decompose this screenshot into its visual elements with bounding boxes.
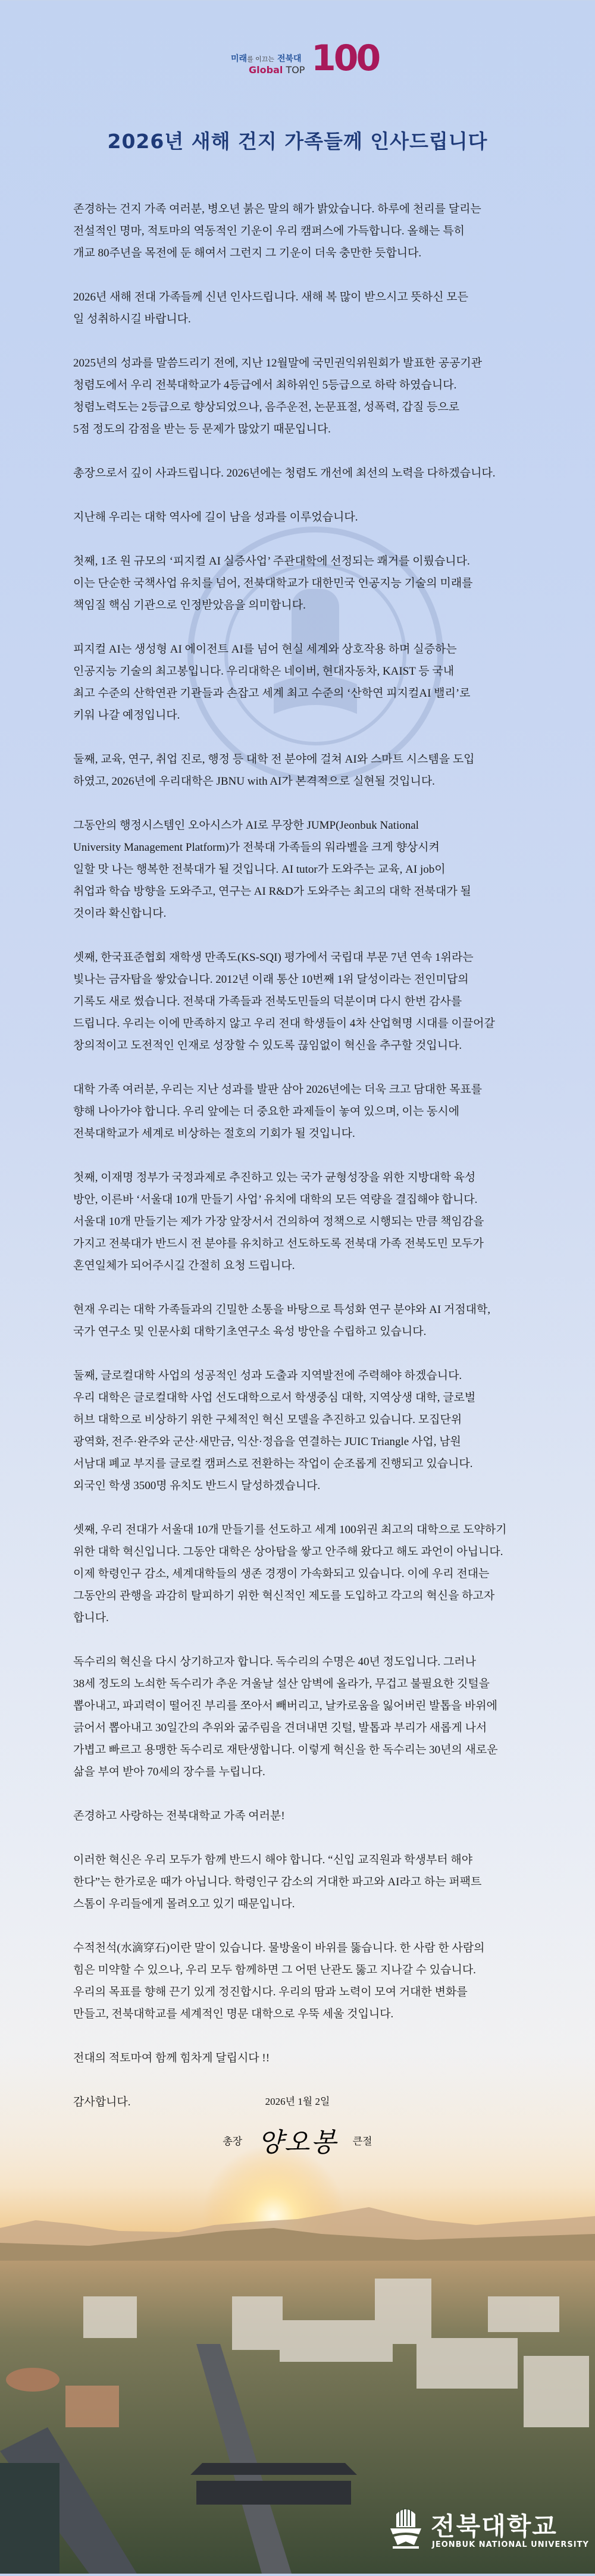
paragraph-line: 첫째, 1조 원 규모의 ‘피지컬 AI 실증사업’ 주관대학에 선정되는 쾌거를 이뤘습니다. — [73, 555, 470, 568]
traditional-gate — [190, 2463, 357, 2505]
logo-name-korean: 전북대학교 — [431, 2512, 558, 2541]
paragraph-line: 청렴노력도는 2등급으로 향상되었으나, 음주운전, 논문표절, 성폭력, 갑질 등으로 — [73, 401, 460, 413]
paragraph-line: 우리의 목표를 향해 끈기 있게 정진합시다. 우리의 땀과 노력이 모여 거대한 변화를 — [73, 1986, 468, 1998]
page-title: 2026년 새해 건지 가족들께 인사드립니다 — [107, 130, 488, 153]
global-top-100-logo — [231, 37, 379, 81]
paragraph-line: 힘은 미약할 수 있으나, 우리 모두 함께하면 그 어떤 난관도 뚫고 지나갈 수 있습니다. — [73, 1964, 476, 1976]
paragraph-line: 허브 대학으로 비상하기 위한 구체적인 혁신 모델을 추진하고 있습니다. 모집단위 — [73, 1414, 462, 1426]
paragraph-line: 서남대 폐교 부지를 글로컬 캠퍼스로 전환하는 작업이 순조롭게 진행되고 있습니다. — [73, 1458, 473, 1470]
paragraph-line: 가지고 전북대가 반드시 전 분야를 유치하고 선도하도록 전북대 가족 전북도민 모두가 — [73, 1237, 484, 1250]
letter-paragraph — [73, 1651, 537, 1783]
logo-global-top: Global TOP — [249, 64, 305, 76]
letter-paragraph — [73, 947, 537, 1057]
letter-body — [73, 198, 537, 2135]
letter-date: 2026년 1월 2일 — [265, 2096, 330, 2107]
paragraph-line: 뽑아내고, 파괴력이 떨어진 부리를 쪼아서 빼버리고, 날카로움을 잃어버린 발톱을 바위에 — [73, 1700, 497, 1712]
paragraph-line: 존경하고 사랑하는 전북대학교 가족 여러분! — [73, 1810, 285, 1822]
letter-paragraph — [73, 352, 537, 440]
letter-paragraph — [73, 286, 537, 330]
paragraph-line: 국가 연구소 및 인문사회 대학기초연구소 육성 방안을 수립하고 있습니다. — [73, 1325, 427, 1338]
paragraph-line: 취업과 학습 방향을 도와주고, 연구는 AI R&D가 도와주는 최고의 대학 전북대가 될 — [73, 885, 471, 898]
paragraph-line: 청렴도에서 우리 전북대학교가 4등급에서 최하위인 5등급으로 하락 하였습니다. — [73, 379, 457, 391]
paragraph-line: 둘째, 교육, 연구, 취업 진로, 행정 등 대학 전 분야에 걸쳐 AI와 스마트 시스템을 도입 — [73, 753, 475, 766]
paragraph-line: 방안, 이른바 ‘서울대 10개 만들기 사업’ 유치에 대학의 모든 역량을 결집해야 합니다. — [73, 1193, 478, 1206]
letter-paragraph — [73, 1365, 537, 1497]
paragraph-line: 합니다. — [73, 1612, 109, 1624]
paragraph-line: 총장으로서 깊이 사과드립니다. 2026년에는 청렴도 개선에 최선의 노력을 다하겠습니다. — [73, 467, 496, 480]
paragraph-line: 지난해 우리는 대학 역사에 길이 남을 성과를 이루었습니다. — [73, 511, 358, 524]
paragraph-line: 현재 우리는 대학 가족들과의 긴밀한 소통을 바탕으로 특성화 연구 분야와 AI 거점대학, — [73, 1303, 491, 1316]
paragraph-line: 이제 학령인구 감소, 세계대학들의 생존 경쟁이 가속화되고 있습니다. 이에 우리 전대는 — [73, 1568, 490, 1580]
paragraph-line: 만들고, 전북대학교를 세계적인 명문 대학으로 우뚝 세울 것입니다. — [73, 2008, 394, 2020]
paragraph-line: 전설적인 명마, 적토마의 역동적인 기운이 우리 캠퍼스에 가득합니다. 올해는 특히 — [73, 225, 465, 237]
letter-paragraph — [73, 814, 537, 925]
paragraph-line: 최고 수준의 산학연관 기관들과 손잡고 세계 최고 수준의 ‘산학연 피지컬AI 밸리’로 — [73, 687, 471, 700]
paragraph-line: 창의적이고 도전적인 인재로 성장할 수 있도록 끊임없이 혁신을 추구할 것입니다. — [73, 1039, 462, 1052]
paragraph-line: 전북대학교가 세계로 비상하는 절호의 기회가 될 것입니다. — [73, 1127, 355, 1140]
paragraph-line: 전대의 적토마여 함께 힘차게 달립시다 !! — [73, 2052, 270, 2064]
paragraph-line: 이러한 혁신은 우리 모두가 함께 반드시 해야 합니다. “신입 교직원과 학생부터 해야 — [73, 1854, 473, 1866]
paragraph-line: 긁어서 뽑아내고 30일간의 추위와 굶주림을 견뎌내면 깃털, 발톱과 부리가 새롭게 나서 — [73, 1722, 487, 1734]
paragraph-line: 인공지능 기술의 최고봉입니다. 우리대학은 네이버, 현대자동차, KAIST 등 국내 — [73, 665, 455, 678]
paragraph-line: 위한 대학 혁신입니다. 그동안 대학은 상아탑을 쌓고 안주해 왔다고 해도 과언이 아닙니다. — [73, 1546, 503, 1558]
letter-paragraph — [73, 1937, 537, 2025]
letter-paragraph — [73, 550, 537, 616]
paragraph-line: University Management Platform)가 전북대 가족들의 워라벨을 크게 향상시켜 — [73, 841, 440, 854]
letter-paragraph — [73, 2047, 537, 2069]
paragraph-line: 우리 대학은 글로컬대학 사업 선도대학으로서 학생중심 대학, 지역상생 대학, 글로벌 — [73, 1392, 476, 1404]
paragraph-line: 5점 정도의 감점을 받는 등 문제가 많았기 때문입니다. — [73, 423, 331, 435]
paragraph-line: 수적천석(水滴穿石)이란 말이 있습니다. 물방울이 바위를 뚫습니다. 한 사람 한 사람의 — [73, 1942, 485, 1954]
letter-paragraph — [73, 638, 537, 726]
president-title: 총장 — [223, 2135, 243, 2148]
jbnu-emblem-icon — [388, 2506, 424, 2550]
paragraph-line: 키워 나갈 예정입니다. — [73, 709, 180, 722]
paragraph-line: 스톰이 우리들에게 몰려오고 있기 때문입니다. — [73, 1898, 295, 1910]
paragraph-line: 독수리의 혁신을 다시 상기하고자 합니다. 독수리의 수명은 40년 정도입니다. 그러나 — [73, 1656, 476, 1668]
paragraph-line: 그동안의 관행을 과감히 탈피하기 위한 혁신적인 제도를 도입하고 각고의 혁신을 하고자 — [73, 1590, 495, 1602]
paragraph-line: 한다”는 한가로운 때가 아닙니다. 학령인구 감소의 거대한 파고와 AI라고 하는 퍼팩트 — [73, 1876, 482, 1888]
letter-paragraph — [73, 1299, 537, 1343]
paragraph-line: 2026년 새해 전대 가족들께 신년 인사드립니다. 새해 복 많이 받으시고 뜻하신 모든 — [73, 291, 468, 303]
logo-name-english: JEONBUK NATIONAL UNIVERSITY — [432, 2540, 589, 2549]
paragraph-line: 하였고, 2026년에 우리대학은 JBNU with AI가 본격적으로 실현될 것입니다. — [73, 775, 435, 788]
paragraph-line: 외국인 학생 3500명 유치도 반드시 달성하겠습니다. — [73, 1480, 321, 1492]
paragraph-line: 둘째, 글로컬대학 사업의 성공적인 성과 도출과 지역발전에 주력해야 하겠습니다. — [73, 1370, 462, 1382]
paragraph-line: 기록도 새로 썼습니다. 전북대 가족들과 전북도민들의 덕분이며 다시 한번 감사를 — [73, 995, 462, 1008]
bow-label: 큰절 — [352, 2135, 372, 2148]
paragraph-line: 첫째, 이재명 정부가 국정과제로 추진하고 있는 국가 균형성장을 위한 지방대학 육성 — [73, 1171, 476, 1184]
paragraph-line: 그동안의 행정시스템인 오아시스가 AI로 무장한 JUMP(Jeonbuk National — [73, 819, 419, 832]
paragraph-line: 이는 단순한 국책사업 유치를 넘어, 전북대학교가 대한민국 인공지능 기술의 미래를 — [73, 577, 473, 590]
paragraph-line: 가볍고 빠르고 용맹한 독수리로 재탄생합니다. 이렇게 혁신을 한 독수리는 30년의 새로운 — [73, 1744, 498, 1756]
paragraph-line: 드립니다. 우리는 이에 만족하지 않고 우리 전대 학생들이 4차 산업혁명 시대를 이끌어갈 — [73, 1017, 495, 1030]
signature-block — [0, 2121, 595, 2159]
paragraph-line: 셋째, 우리 전대가 서울대 10개 만들기를 선도하고 세계 100위권 최고의 대학으로 도약하기 — [73, 1524, 507, 1536]
paragraph-line: 존경하는 건지 가족 여러분, 병오년 붉은 말의 해가 밝았습니다. 하루에 천리를 달리는 — [73, 203, 481, 215]
paragraph-line: 38세 정도의 노쇠한 독수리가 추운 겨울날 설산 암벽에 올라가, 무겁고 불필요한 깃털을 — [73, 1678, 490, 1690]
paragraph-line: 것이라 확신합니다. — [73, 907, 167, 920]
letter-paragraph — [73, 1805, 537, 1827]
letter-paragraph — [73, 1519, 537, 1629]
paragraph-line: 개교 80주년을 목전에 둔 해여서 그런지 그 기운이 더욱 충만한 듯합니다. — [73, 247, 422, 259]
paragraph-line: 일할 맛 나는 행복한 전북대가 될 것입니다. AI tutor가 도와주는 교육, AI job이 — [73, 863, 446, 876]
letter-paragraph — [73, 748, 537, 792]
letter-paragraph — [73, 506, 537, 528]
paragraph-line: 책임질 핵심 기관으로 인정받았음을 의미합니다. — [73, 599, 306, 612]
paragraph-line: 혼연일체가 되어주시길 간절히 요청 드립니다. — [73, 1259, 295, 1272]
jbnu-logo — [388, 2506, 589, 2556]
paragraph-line: 서울대 10개 만들기는 제가 가장 앞장서서 건의하여 정책으로 시행되는 만큼 책임감을 — [73, 1215, 484, 1228]
paragraph-line: 2025년의 성과를 말씀드리기 전에, 지난 12월말에 국민권익위원회가 발표한 공공기관 — [73, 357, 483, 369]
paragraph-line: 셋째, 한국표준협회 재학생 만족도(KS-SQI) 평가에서 국립대 부문 7년 연속 1위라는 — [73, 951, 474, 964]
paragraph-line: 대학 가족 여러분, 우리는 지난 성과를 발판 삼아 2026년에는 더욱 크고 담대한 목표를 — [73, 1083, 483, 1096]
letter-paragraph — [73, 1079, 537, 1145]
paragraph-line: 일 성취하시길 바랍니다. — [73, 313, 191, 325]
logo-100: 100 — [311, 37, 379, 79]
paragraph-line: 삶을 부여 받아 70세의 장수를 누립니다. — [73, 1766, 265, 1778]
paragraph-line: 향해 나아가야 합니다. 우리 앞에는 더 중요한 과제들이 놓여 있으며, 이는 동시에 — [73, 1105, 460, 1118]
paragraph-line: 광역화, 전주·완주와 군산·새만금, 익산·정읍을 연결하는 JUIC Triangle 사업, 남원 — [73, 1436, 461, 1448]
president-signature: 양오봉 — [258, 2127, 337, 2158]
letter-paragraph — [73, 1167, 537, 1277]
paragraph-line: 빛나는 금자탑을 쌓았습니다. 2012년 이래 통산 10번째 1위 달성이라는 전인미답의 — [73, 973, 469, 986]
logo-slogan: 미래를 이끄는 전북대 — [231, 54, 302, 64]
letter-paragraph — [73, 198, 537, 264]
paragraph-line: 피지컬 AI는 생성형 AI 에이전트 AI를 넘어 현실 세계와 상호작용 하며 실증하는 — [73, 643, 457, 656]
letter-paragraph — [73, 462, 537, 484]
letter-paragraph — [73, 1849, 537, 1915]
paragraph-line: 감사합니다. — [73, 2096, 131, 2108]
